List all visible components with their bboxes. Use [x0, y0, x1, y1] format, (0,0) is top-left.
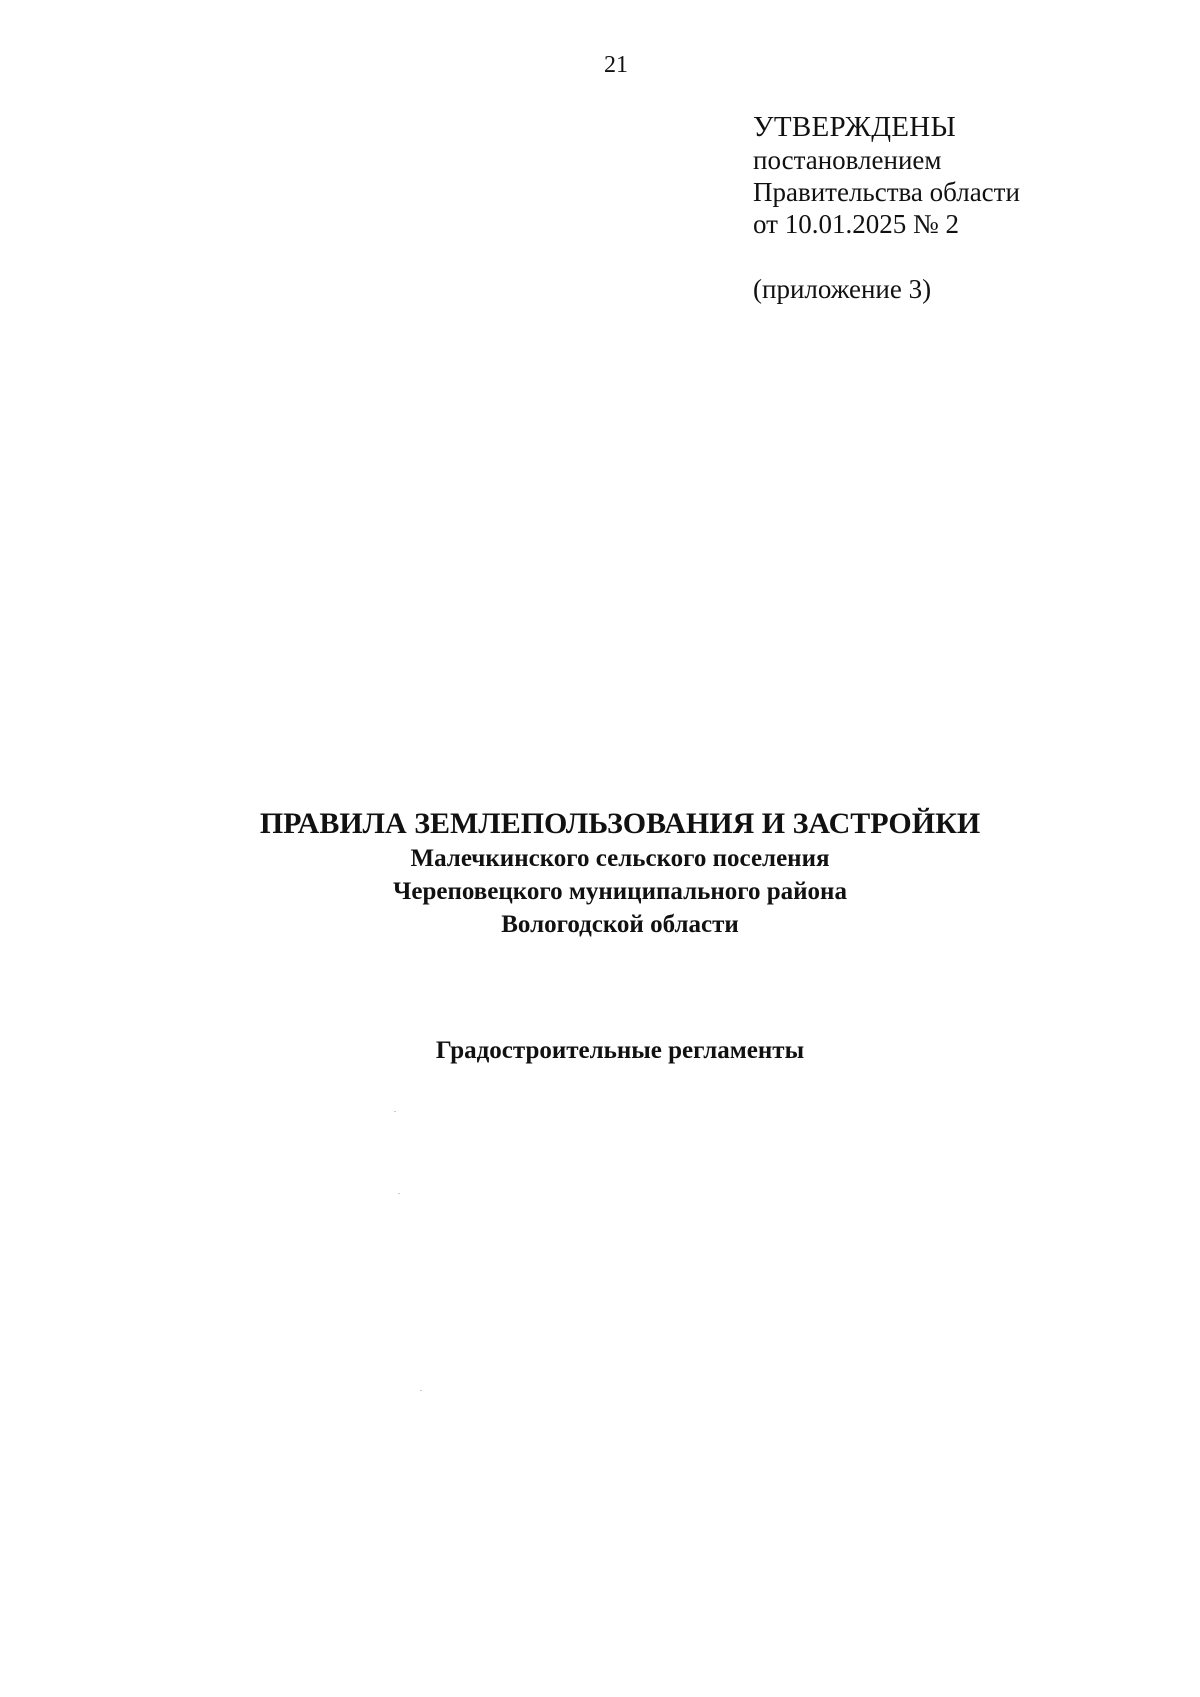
appendix-note: (приложение 3) [753, 274, 932, 304]
approval-stamp: УТВЕРЖДЕНЫ [753, 111, 957, 143]
document-subtitle-2: Череповецкого муниципального района [393, 878, 847, 905]
document-title-block [0, 806, 1200, 941]
approval-block [753, 110, 1153, 305]
section-title: Градостроительные регламенты [435, 1037, 805, 1064]
approval-line-1: постановлением [753, 145, 942, 175]
document-title: ПРАВИЛА ЗЕМЛЕПОЛЬЗОВАНИЯ И ЗАСТРОЙКИ [259, 807, 981, 840]
scan-speck [420, 1390, 422, 1391]
document-subtitle-1: Малечкинского сельского поселения [410, 845, 830, 872]
approval-line-3: от 10.01.2025 № 2 [753, 209, 959, 239]
scan-speck [394, 1111, 396, 1112]
document-subtitle-3: Вологодской области [501, 911, 739, 938]
scan-speck [398, 1193, 400, 1194]
page-number: 21 [604, 52, 628, 78]
approval-line-2: Правительства области [753, 177, 1020, 207]
